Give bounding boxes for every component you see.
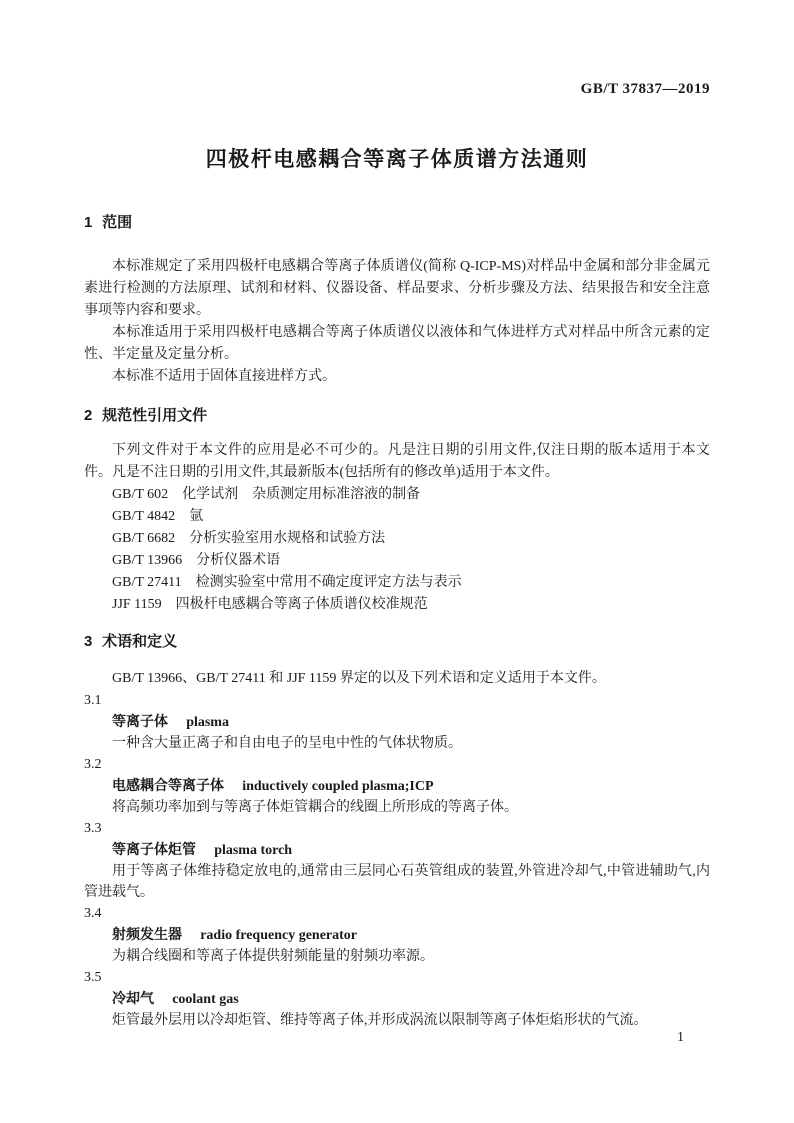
term-number: 3.4 [84,906,102,921]
term-entry [84,690,710,754]
term-name-line [84,839,710,861]
term-definition: 为耦合线圈和等离子体提供射频能量的射频功率源。 [112,949,434,964]
scope-paragraph: 本标准适用于采用四极杆电感耦合等离子体质谱仪以液体和气体进样方式对样品中所含元素的定性、半定量及定量分析。 [84,325,710,362]
reference-item: GB/T 4842 氩 [112,509,204,524]
term-name-zh: 电感耦合等离子体 [112,777,224,793]
reference-item: GB/T 13966 分析仪器术语 [112,553,281,568]
term-name-line [84,924,710,946]
term-name-line [84,711,710,733]
term-number: 3.3 [84,821,102,836]
term-number: 3.2 [84,757,102,772]
term-name-en: plasma [186,715,229,730]
term-definition: 用于等离子体维持稳定放电的,通常由三层同心石英管组成的装置,外管进冷却气,中管进辅助气,内管进载气。 [84,864,710,900]
standard-code: GB/T 37837—2019 [580,81,710,97]
page-number: 1 [677,1030,684,1045]
term-number: 3.5 [84,970,102,985]
term-entry [84,818,710,903]
reference-item: GB/T 6682 分析实验室用水规格和试验方法 [112,531,386,546]
term-name-zh: 冷却气 [112,990,154,1006]
term-name-line [84,775,710,797]
section-number: 1 [84,214,93,231]
scope-paragraph: 本标准规定了采用四极杆电感耦合等离子体质谱仪(简称 Q-ICP-MS)对样品中金属和部分非金属元素进行检测的方法原理、试剂和材料、仪器设备、样品要求、分析步骤及方法、结果报告和安全注意事项等内容和要求。 [84,259,710,318]
term-entry [84,967,710,1031]
term-entry [84,903,710,967]
section-heading-normative-references [84,406,710,426]
reference-item: JJF 1159 四极杆电感耦合等离子体质谱仪校准规范 [112,597,428,612]
term-entry [84,754,710,818]
section-title: 规范性引用文件 [102,407,208,424]
term-name-en: plasma torch [214,843,293,858]
section-heading-terms-definitions [84,632,710,652]
term-name-zh: 等离子体炬管 [112,841,196,857]
reference-item: GB/T 27411 检测实验室中常用不确定度评定方法与表示 [112,575,462,590]
section-title: 术语和定义 [102,633,178,650]
term-name-zh: 等离子体 [112,713,168,729]
term-name-zh: 射频发生器 [112,926,182,942]
reference-list [84,484,710,616]
scope-paragraph: 本标准不适用于固体直接进样方式。 [112,369,336,384]
section-title: 范围 [102,214,133,231]
section-number: 3 [84,633,93,650]
references-intro-paragraph: 下列文件对于本文件的应用是必不可少的。凡是注日期的引用文件,仅注日期的版本适用于本文件。凡是不注日期的引用文件,其最新版本(包括所有的修改单)适用于本文件。 [84,443,710,480]
reference-item: GB/T 602 化学试剂 杂质测定用标准溶液的制备 [112,487,421,502]
term-name-en: coolant gas [172,992,239,1007]
term-number: 3.1 [84,693,102,708]
section-number: 2 [84,407,93,424]
page-title: 四极杆电感耦合等离子体质谱方法通则 [205,148,589,171]
section-heading-scope [84,213,710,233]
term-name-line [84,988,710,1010]
term-name-en: inductively coupled plasma;ICP [242,779,434,794]
term-definition: 一种含大量正离子和自由电子的呈电中性的气体状物质。 [112,736,462,751]
term-definition: 炬管最外层用以冷却炬管、维持等离子体,并形成涡流以限制等离子体炬焰形状的气流。 [112,1013,648,1028]
term-definition: 将高频功率加到与等离子体炬管耦合的线圈上所形成的等离子体。 [112,800,518,815]
terms-intro-paragraph: GB/T 13966、GB/T 27411 和 JJF 1159 界定的以及下列术语和定义适用于本文件。 [112,671,606,686]
term-name-en: radio frequency generator [200,928,358,943]
